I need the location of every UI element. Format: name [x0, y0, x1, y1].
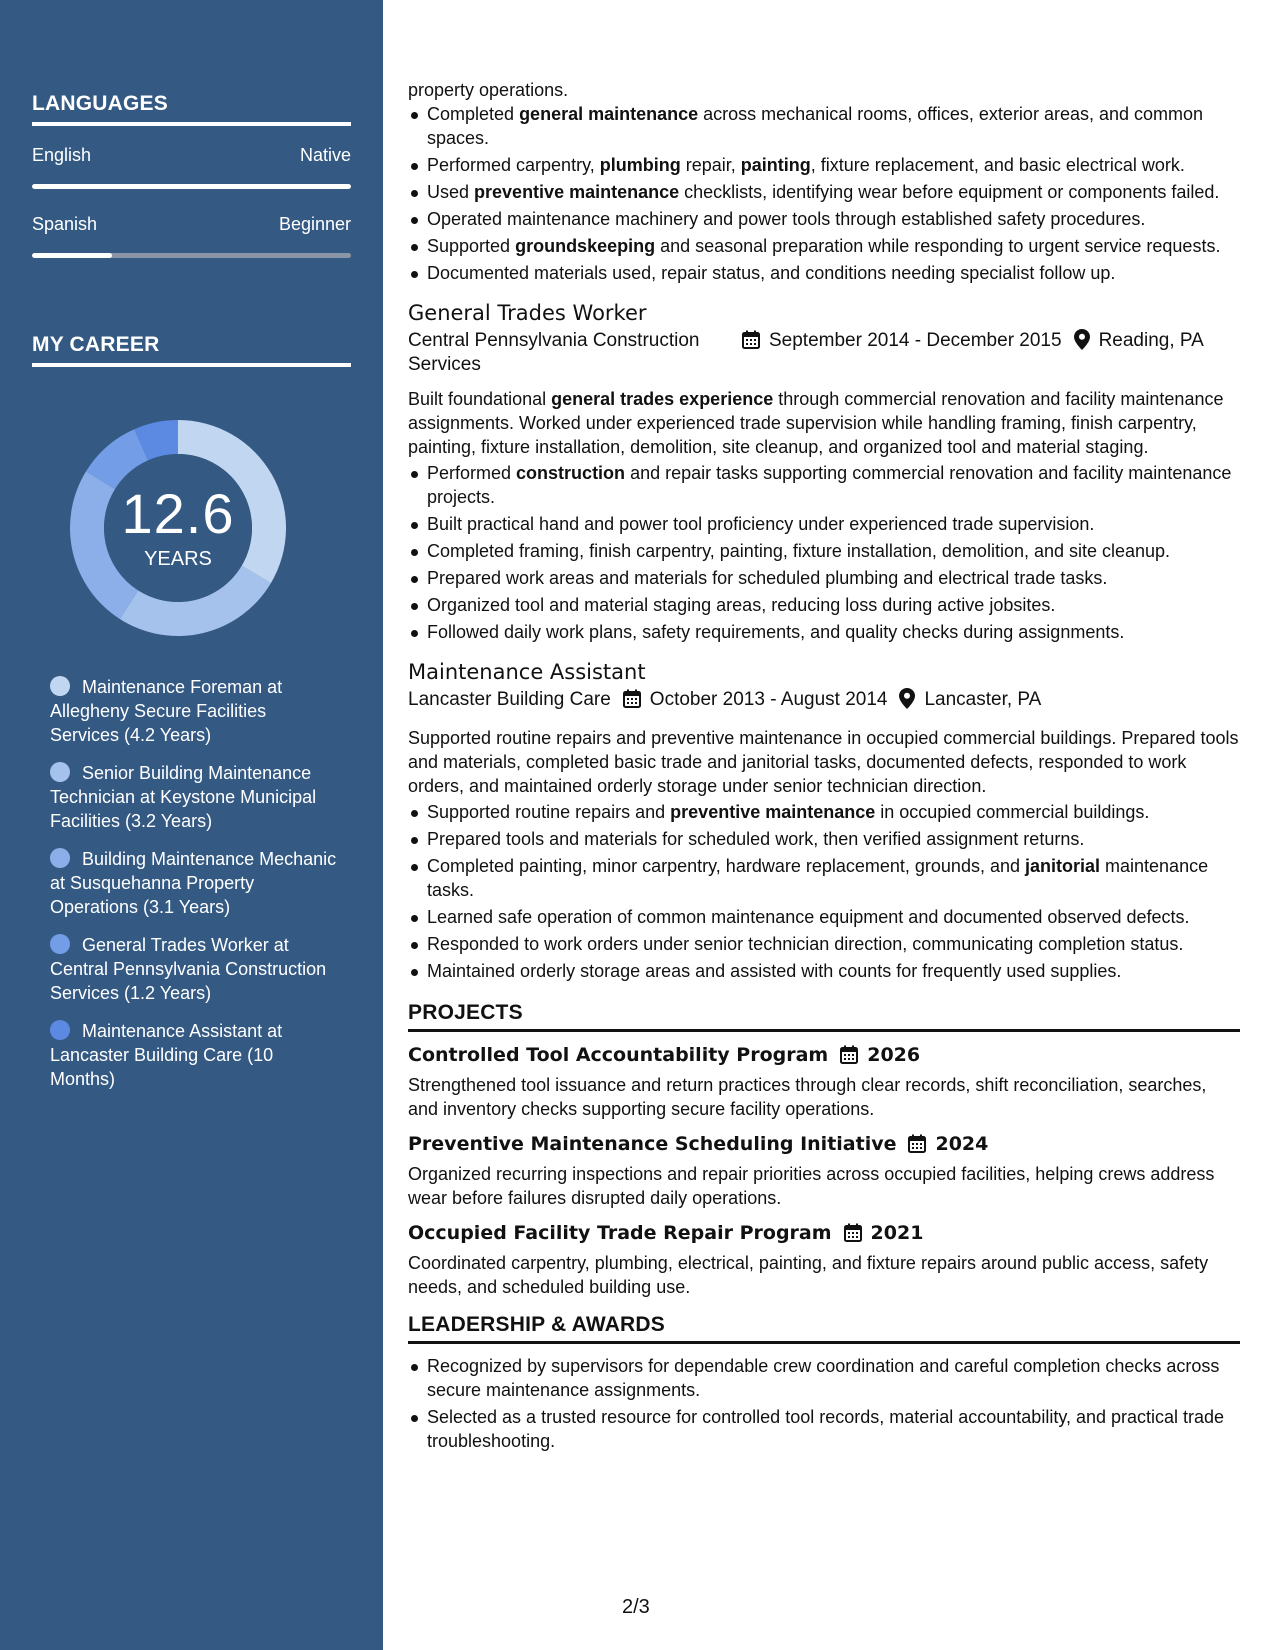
job-list — [408, 299, 1240, 983]
project-title: Occupied Facility Trade Repair Program — [408, 1222, 832, 1244]
language-bar-fill — [32, 184, 351, 189]
total-years-value: 12.6 — [121, 481, 235, 545]
project-title: Controlled Tool Accountability Program — [408, 1044, 829, 1066]
career-legend-label: Maintenance Assistant at Lancaster Building Care (10 Months) — [50, 1021, 283, 1089]
bullet-item: Documented materials used, repair status, and conditions needing specialist follow up. — [408, 261, 1240, 285]
legend-dot-icon — [50, 762, 70, 782]
project-year: 2026 — [867, 1044, 921, 1066]
career-legend-label: General Trades Worker at Central Pennsylvania Construction Services (1.2 Years) — [50, 935, 327, 1003]
career-donut-chart — [63, 413, 293, 643]
career-legend-item — [50, 761, 340, 833]
career-legend-item — [50, 1019, 340, 1091]
project-description: Coordinated carpentry, plumbing, electrical, painting, and fixture repairs around public access, safety needs, and scheduled building use. — [408, 1253, 1209, 1297]
project-year: 2024 — [935, 1133, 989, 1155]
project-title: Preventive Maintenance Scheduling Initiative — [408, 1133, 897, 1155]
career-legend-label: Building Maintenance Mechanic at Susquehanna Property Operations (3.1 Years) — [50, 849, 337, 917]
job-bullets — [408, 800, 1240, 983]
bullet-item: Organized tool and material staging areas, reducing loss during active jobsites. — [408, 593, 1240, 617]
career-legend-item — [50, 933, 340, 1005]
bullet-item: Prepared tools and materials for scheduled work, then verified assignment returns. — [408, 827, 1240, 851]
job-company: Lancaster Building Care — [408, 689, 611, 710]
bullet-item: Supported routine repairs and preventive maintenance in occupied commercial buildings. — [408, 800, 1240, 824]
project-entry — [408, 1131, 1240, 1210]
main-content — [408, 78, 1240, 1456]
bullet-item: Completed general maintenance across mechanical rooms, offices, exterior areas, and common spaces. — [408, 102, 1240, 150]
job-bullets — [408, 461, 1240, 644]
job-location — [899, 688, 1041, 716]
career-list — [50, 675, 340, 1105]
bullet-item: Completed painting, minor carpentry, hardware replacement, grounds, and janitorial maintenance tasks. — [408, 854, 1240, 902]
project-title-row — [408, 1131, 1240, 1160]
bullet-item: Followed daily work plans, safety requirements, and quality checks during assignments. — [408, 620, 1240, 644]
project-year: 2021 — [870, 1222, 924, 1244]
bullet-item: Prepared work areas and materials for scheduled plumbing and electrical trade tasks. — [408, 566, 1240, 590]
project-entry — [408, 1220, 1240, 1299]
language-bar-spanish — [32, 253, 351, 258]
job-description: Supported routine repairs and preventive maintenance in occupied commercial buildings. Prepared tools and materials, completed basic trade and janitorial tasks, documented defects, responded to work orders, and maintained orderly storage under senior technician direction. — [408, 728, 1239, 796]
bullet-item: Learned safe operation of common maintenance equipment and documented observed defects. — [408, 905, 1240, 929]
job-location-text: Reading, PA — [1098, 330, 1204, 351]
job-dates — [623, 688, 888, 715]
bullet-item: Selected as a trusted resource for controlled tool records, material accountability, and practical trade troubleshooting. — [408, 1405, 1240, 1453]
language-bar-fill — [32, 253, 112, 258]
career-legend-label: Maintenance Foreman at Allegheny Secure Facilities Services (4.2 Years) — [50, 677, 283, 745]
bullet-item: Supported groundskeeping and seasonal preparation while responding to urgent service requests. — [408, 234, 1240, 258]
project-description: Strengthened tool issuance and return practices through clear records, shift reconciliation, searches, and inventory checks supporting secure facility operations. — [408, 1075, 1207, 1119]
project-description: Organized recurring inspections and repair priorities across occupied facilities, helping crews address wear before failures disrupted daily operations. — [408, 1164, 1215, 1208]
job-dates-text: October 2013 - August 2014 — [649, 689, 888, 710]
language-row-spanish — [32, 214, 351, 235]
job-location — [1074, 329, 1209, 357]
awards-list — [408, 1354, 1240, 1453]
total-years-unit: YEARS — [144, 547, 212, 570]
awards-heading: LEADERSHIP & AWARDS — [408, 1313, 1240, 1344]
legend-dot-icon — [50, 848, 70, 868]
job-meta — [408, 688, 1240, 716]
calendar-icon — [840, 1045, 858, 1071]
legend-dot-icon — [50, 1020, 70, 1040]
career-legend-label: Senior Building Maintenance Technician at Keystone Municipal Facilities (3.2 Years) — [50, 763, 317, 831]
job-title: General Trades Worker — [408, 301, 647, 325]
bullet-item: Performed construction and repair tasks supporting commercial renovation and facility maintenance projects. — [408, 461, 1240, 509]
intro-tail: property operations. — [408, 80, 569, 100]
career-heading: MY CAREER — [32, 333, 351, 367]
language-row-english — [32, 145, 351, 166]
job-entry — [408, 658, 1240, 983]
sidebar — [0, 0, 383, 1650]
calendar-icon — [623, 689, 641, 715]
bullet-item: Completed framing, finish carpentry, painting, fixture installation, demolition, and site cleanup. — [408, 539, 1240, 563]
job-entry — [408, 299, 1240, 644]
map-pin-icon — [899, 688, 915, 716]
calendar-icon — [908, 1134, 926, 1160]
calendar-icon — [844, 1223, 862, 1249]
bullet-item: Built practical hand and power tool proficiency under experienced trade supervision. — [408, 512, 1240, 536]
bullet-item: Maintained orderly storage areas and assisted with counts for frequently used supplies. — [408, 959, 1240, 983]
job-meta — [408, 329, 1240, 377]
bullet-item: Responded to work orders under senior technician direction, communicating completion status. — [408, 932, 1240, 956]
bullet-item: Recognized by supervisors for dependable crew coordination and careful completion checks across secure maintenance assignments. — [408, 1354, 1240, 1402]
project-list — [408, 1042, 1240, 1299]
job-title: Maintenance Assistant — [408, 660, 646, 684]
previous-job-bullets — [408, 102, 1240, 285]
language-name: English — [32, 145, 92, 165]
project-title-row — [408, 1042, 1240, 1071]
bullet-item: Performed carpentry, plumbing repair, painting, fixture replacement, and basic electrical work. — [408, 153, 1240, 177]
map-pin-icon — [1074, 329, 1090, 357]
job-location-text: Lancaster, PA — [924, 689, 1042, 710]
calendar-icon — [742, 330, 760, 356]
language-level: Native — [299, 145, 351, 165]
language-bar-english — [32, 184, 351, 189]
bullet-item: Used preventive maintenance checklists, identifying wear before equipment or components failed. — [408, 180, 1240, 204]
language-level: Beginner — [278, 214, 351, 234]
page-number: 2/3 — [622, 1596, 650, 1618]
job-dates — [742, 329, 1062, 356]
project-title-row — [408, 1220, 1240, 1249]
job-company: Central Pennsylvania Construction Services — [408, 330, 700, 375]
job-description: Built foundational general trades experience through commercial renovation and facility maintenance assignments. Worked under experienced trade supervision while handling framing, finish carpentry, painting, fixture installation, demolition, site cleanup, and organized tool and material staging. — [408, 389, 1224, 457]
career-legend-item — [50, 847, 340, 919]
language-name: Spanish — [32, 214, 98, 234]
projects-heading: PROJECTS — [408, 1001, 1240, 1032]
job-dates-text: September 2014 - December 2015 — [769, 330, 1062, 351]
languages-heading: LANGUAGES — [32, 92, 351, 126]
legend-dot-icon — [50, 676, 70, 696]
bullet-item: Operated maintenance machinery and power tools through established safety procedures. — [408, 207, 1240, 231]
career-legend-item — [50, 675, 340, 747]
donut-center — [63, 413, 293, 643]
project-entry — [408, 1042, 1240, 1121]
legend-dot-icon — [50, 934, 70, 954]
